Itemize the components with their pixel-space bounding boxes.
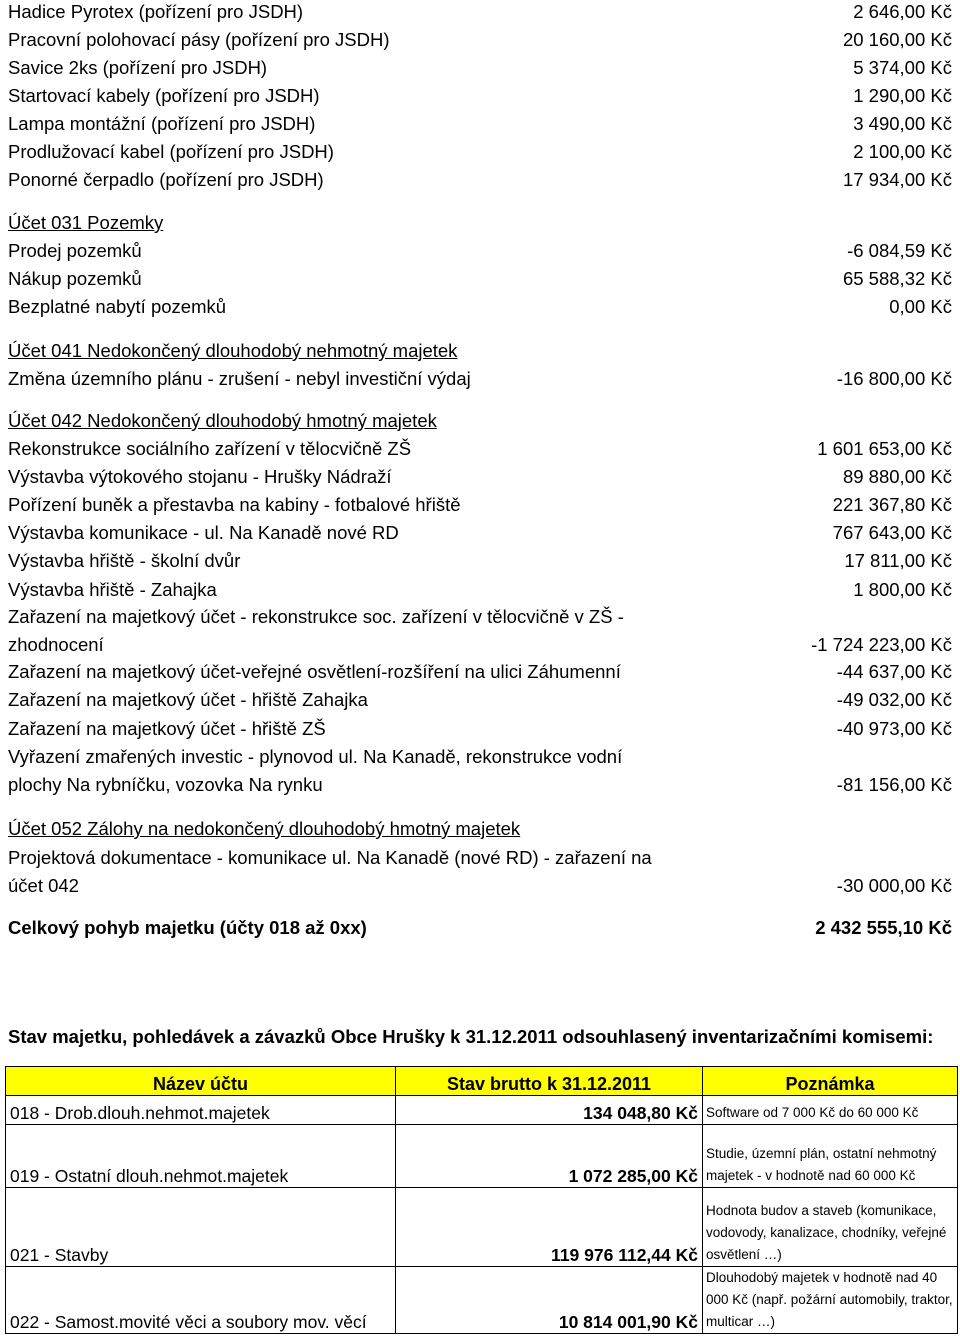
item-amount: 20 160,00 Kč [842,29,952,50]
item-label: Zařazení na majetkový účet - hřiště Zahajka [8,689,368,710]
list-item [8,463,952,491]
list-item [8,435,952,463]
section-heading-031 [8,209,952,237]
item-label: Hadice Pyrotex (pořízení pro JSDH) [8,1,304,22]
account-note: Studie, územní plán, ostatní nehmotný majetek - v hodnotě nad 60 000 Kč [703,1125,958,1188]
list-item [8,166,952,194]
list-item [8,715,952,743]
list-item [8,365,952,393]
table-row [6,1125,958,1188]
item-label: Prodlužovací kabel (pořízení pro JSDH) [8,141,334,162]
inventory-heading: Stav majetku, pohledávek a závazků Obce Hrušky k 31.12.2011 odsouhlasený inventarizačními komisemi: [8,1026,934,1047]
item-amount: 2 100,00 Kč [853,141,952,162]
account-name: 021 - Stavby [6,1188,396,1267]
section-heading-text: Účet 041 Nedokončený dlouhodobý nehmotný majetek [8,340,458,361]
item-amount: -16 800,00 Kč [836,368,952,389]
account-name: 018 - Drob.dlouh.nehmot.majetek [6,1096,396,1125]
item-label: Bezplatné nabytí pozemků [8,296,227,317]
list-item [8,0,952,26]
item-label: Savice 2ks (pořízení pro JSDH) [8,57,268,78]
item-amount: 767 643,00 Kč [832,522,952,543]
column-header: Stav brutto k 31.12.2011 [396,1067,703,1096]
item-amount: -6 084,59 Kč [847,240,952,261]
section-heading-042 [8,407,952,435]
list-item [8,576,952,604]
section-heading-052 [8,815,952,843]
item-amount: 17 934,00 Kč [842,169,952,190]
item-label: Pořízení buněk a přestavba na kabiny - fotbalové hřiště [8,494,461,515]
account-value: 1 072 285,00 Kč [396,1125,703,1188]
section-heading-text: Účet 052 Zálohy na nedokončený dlouhodobý hmotný majetek [8,818,521,839]
section-heading-text: Účet 031 Pozemky [8,212,164,233]
item-amount: -30 000,00 Kč [836,875,952,896]
item-amount: -44 637,00 Kč [836,661,952,682]
inventory-table [5,1066,958,1334]
account-value: 134 048,80 Kč [396,1096,703,1125]
item-amount: -1 724 223,00 Kč [811,634,952,655]
item-amount: 5 374,00 Kč [853,57,952,78]
list-item [8,743,952,799]
list-item [8,658,952,686]
item-label: Výstavba hřiště - Zahajka [8,579,217,600]
table-row [6,1188,958,1267]
list-item [8,491,952,519]
item-label: Změna územního plánu - zrušení - nebyl investiční výdaj [8,368,471,389]
column-header: Poznámka [703,1067,958,1096]
account-note: Hodnota budov a staveb (komunikace, vodovody, kanalizace, chodníky, veřejné osvětlení …) [703,1188,958,1267]
account-value: 119 976 112,44 Kč [396,1188,703,1267]
list-item [8,82,952,110]
list-item [8,237,952,265]
table-row [6,1267,958,1334]
item-amount: -81 156,00 Kč [836,774,952,795]
account-value: 10 814 001,90 Kč [396,1267,703,1334]
list-item [8,293,952,321]
item-label: Zařazení na majetkový účet-veřejné osvětlení-rozšíření na ulici Záhumenní [8,661,621,682]
item-amount: -40 973,00 Kč [836,718,952,739]
item-label: Vyřazení zmařených investic - plynovod ul. Na Kanadě, rekonstrukce vodní plochy Na rybníčku, vozovka Na rynku [8,746,623,795]
list-item [8,547,952,575]
item-label: Prodej pozemků [8,240,142,261]
item-label: Výstavba komunikace - ul. Na Kanadě nové RD [8,522,399,543]
item-amount: 65 588,32 Kč [842,268,952,289]
item-label: Výstavba hřiště - školní dvůr [8,550,241,571]
list-item [8,265,952,293]
item-amount: 0,00 Kč [889,296,952,317]
item-amount: 89 880,00 Kč [842,466,952,487]
item-label: Lampa montážní (pořízení pro JSDH) [8,113,316,134]
item-label: Nákup pozemků [8,268,142,289]
item-label: Pracovní polohovací pásy (pořízení pro JSDH) [8,29,390,50]
table-row [6,1096,958,1125]
account-note: Software od 7 000 Kč do 60 000 Kč [703,1096,958,1125]
item-label: Startovací kabely (pořízení pro JSDH) [8,85,320,106]
list-item [8,686,952,714]
total-amount: 2 432 555,10 Kč [815,917,952,938]
item-amount: 1 800,00 Kč [853,579,952,600]
item-label: Výstavba výtokového stojanu - Hrušky Nádraží [8,466,392,487]
list-item [8,138,952,166]
list-item [8,519,952,547]
total-label: Celkový pohyb majetku (účty 018 až 0xx) [8,917,367,938]
item-label: Zařazení na majetkový účet - hřiště ZŠ [8,718,326,739]
total-row [8,914,952,942]
item-label: Projektová dokumentace - komunikace ul. Na Kanadě (nové RD) - zařazení na účet 042 [8,847,652,896]
item-amount: -49 032,00 Kč [836,689,952,710]
item-label: Rekonstrukce sociálního zařízení v tělocvičně ZŠ [8,438,412,459]
list-item [8,603,952,659]
section-heading-text: Účet 042 Nedokončený dlouhodobý hmotný majetek [8,410,437,431]
account-name: 019 - Ostatní dlouh.nehmot.majetek [6,1125,396,1188]
item-label: Ponorné čerpadlo (pořízení pro JSDH) [8,169,324,190]
item-amount: 1 601 653,00 Kč [817,438,952,459]
list-item [8,54,952,82]
item-amount: 17 811,00 Kč [844,550,952,571]
table-header-row [6,1067,958,1096]
list-item [8,110,952,138]
section-heading-041 [8,337,952,365]
list-item [8,844,952,900]
column-header: Název účtu [6,1067,396,1096]
item-amount: 2 646,00 Kč [853,1,952,22]
item-label: Zařazení na majetkový účet - rekonstrukce soc. zařízení v tělocvičně v ZŠ - zhodnocení [8,606,624,655]
item-amount: 221 367,80 Kč [832,494,952,515]
item-amount: 3 490,00 Kč [853,113,952,134]
account-note: Dlouhodobý majetek v hodnotě nad 40 000 Kč (např. požární automobily, traktor, multicar …) [703,1267,958,1334]
item-amount: 1 290,00 Kč [853,85,952,106]
list-item [8,26,952,54]
account-name: 022 - Samost.movité věci a soubory mov. věcí [6,1267,396,1334]
